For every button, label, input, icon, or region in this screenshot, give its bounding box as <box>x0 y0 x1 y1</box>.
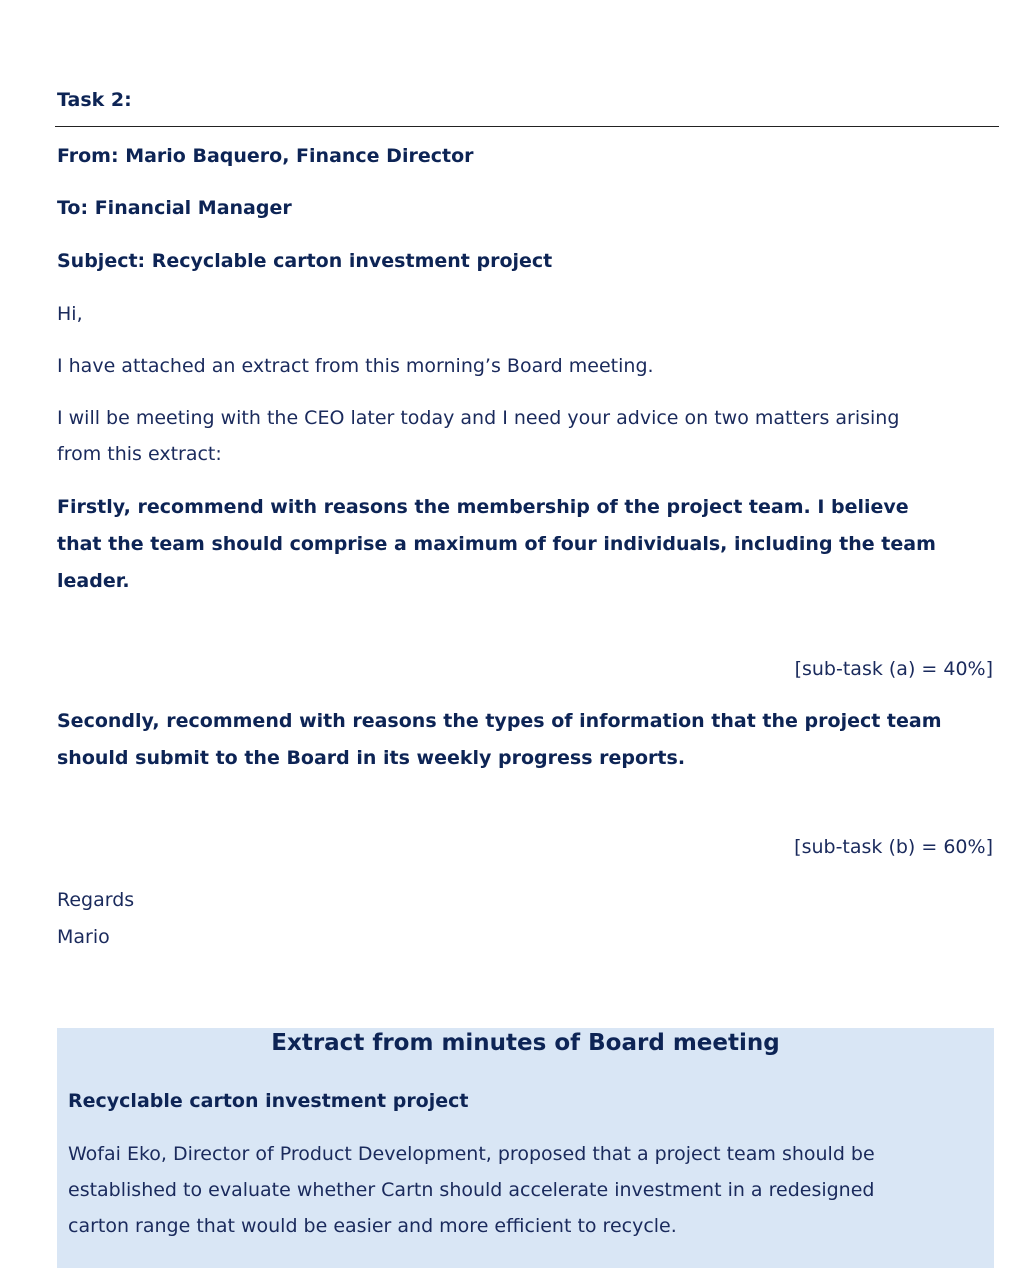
subtask-b-line: should submit to the Board in its weekly progress reports. <box>57 747 686 769</box>
email-from: From: Mario Baquero, Finance Director <box>57 145 474 167</box>
email-signature: Mario <box>57 926 110 948</box>
extract-subheading: Recyclable carton investment project <box>68 1090 469 1112</box>
email-greeting: Hi, <box>57 303 83 325</box>
task-title: Task 2: <box>57 89 132 111</box>
extract-body-line: Wofai Eko, Director of Product Development, proposed that a project team should be <box>68 1143 875 1165</box>
extract-body <box>68 1136 968 1244</box>
subtask-b-weight: [sub-task (b) = 60%] <box>794 836 993 858</box>
email-paragraph-2-line: I will be meeting with the CEO later today and I need your advice on two matters arising <box>57 407 900 429</box>
subtask-a-weight: [sub-task (a) = 40%] <box>794 658 993 680</box>
email-subject: Subject: Recyclable carton investment project <box>57 250 553 272</box>
subtask-a-instruction <box>57 489 992 600</box>
extract-body-line: carton range that would be easier and more efficient to recycle. <box>68 1215 677 1237</box>
email-paragraph-2-line: from this extract: <box>57 443 222 465</box>
subtask-b-line: Secondly, recommend with reasons the types of information that the project team <box>57 710 942 732</box>
header-divider <box>55 126 999 127</box>
extract-body-line: established to evaluate whether Cartn should accelerate investment in a redesigned <box>68 1179 875 1201</box>
subtask-a-line: leader. <box>57 570 130 592</box>
email-paragraph-2 <box>57 400 899 472</box>
subtask-b-instruction <box>57 703 992 777</box>
board-minutes-extract <box>57 1028 994 1268</box>
email-paragraph-1: I have attached an extract from this morning’s Board meeting. <box>57 355 654 377</box>
subtask-a-line: Firstly, recommend with reasons the membership of the project team. I believe <box>57 496 909 518</box>
extract-title: Extract from minutes of Board meeting <box>271 1030 780 1056</box>
email-signoff: Regards <box>57 889 135 911</box>
email-to: To: Financial Manager <box>57 197 292 219</box>
subtask-a-line: that the team should comprise a maximum of four individuals, including the team <box>57 533 936 555</box>
